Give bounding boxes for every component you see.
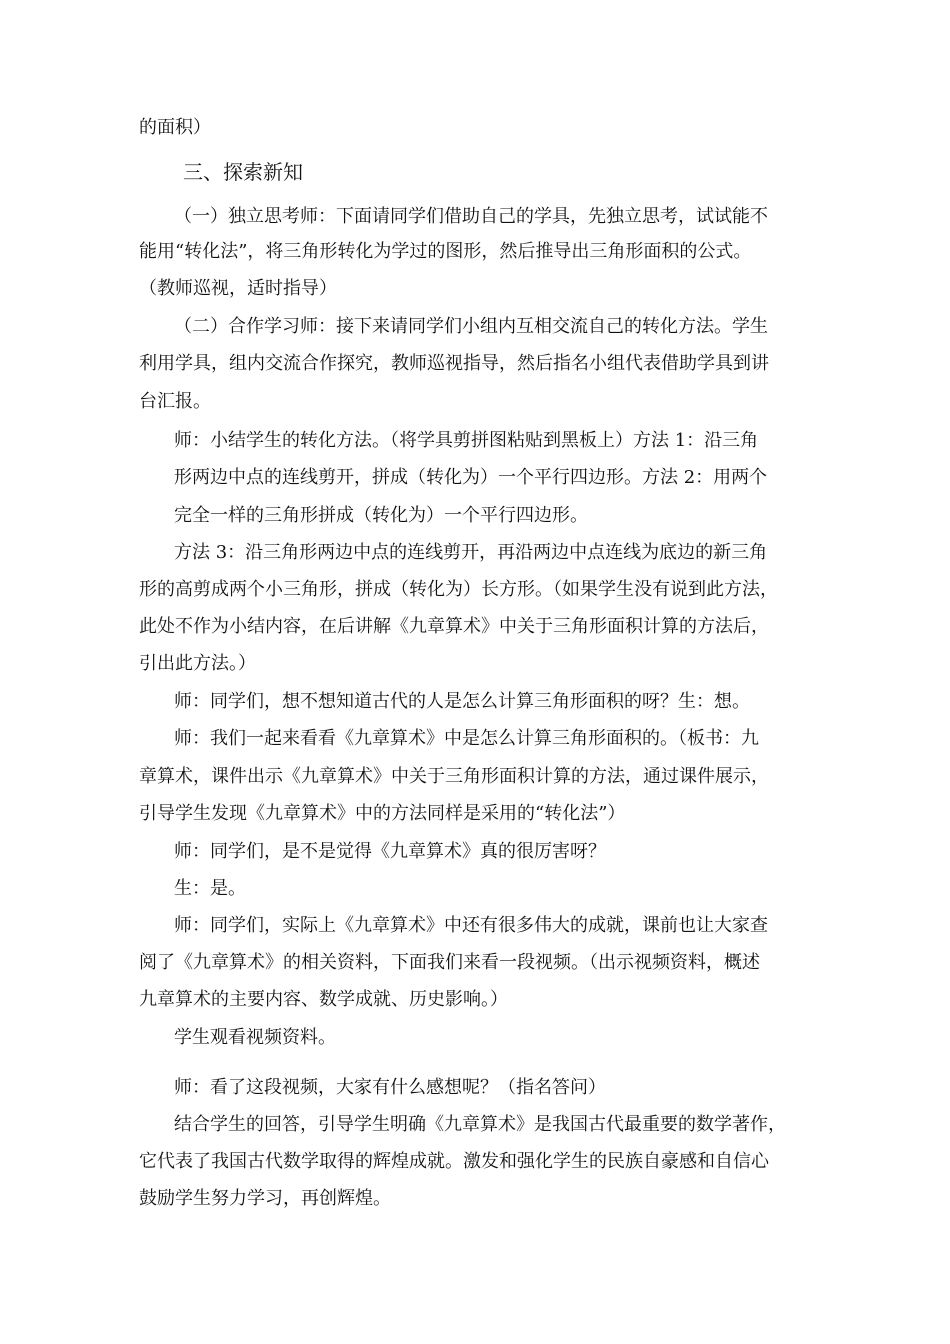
text-line: 引导学生发现《九章算术》中的方法同样是采用的“转化法”）	[139, 803, 626, 824]
text-line: 师：看了这段视频，大家有什么感想呢？（指名答问）	[174, 1077, 606, 1098]
text-line: 形的高剪成两个小三角形，拼成（转化为）长方形。（如果学生没有说到此方法，	[139, 579, 778, 600]
text-line: 的面积）	[139, 117, 211, 138]
text-line: （一）独立思考师：下面请同学们借助自己的学具，先独立思考，试试能不	[174, 206, 768, 227]
text-line: 阅了《九章算术》的相关资料，下面我们来看一段视频。（出示视频资料，概述	[139, 952, 760, 973]
text-line: 结合学生的回答，引导学生明确《九章算术》是我国古代最重要的数学著作，	[174, 1114, 786, 1135]
text-line: 方法 3：沿三角形两边中点的连线剪开，再沿两边中点连线为底边的新三角	[174, 542, 768, 563]
text-line: （教师巡视，适时指导）	[139, 278, 337, 299]
text-line: 师：我们一起来看看《九章算术》中是怎么计算三角形面积的。（板书：九	[174, 728, 759, 749]
text-line: 能用“转化法”，将三角形转化为学过的图形，然后推导出三角形面积的公式。	[139, 241, 752, 262]
text-line: 引出此方法。）	[139, 653, 256, 674]
text-line: 师：同学们，实际上《九章算术》中还有很多伟大的成就，课前也让大家查	[174, 915, 768, 936]
text-line: （二）合作学习师：接下来请同学们小组内互相交流自己的转化方法。学生	[174, 316, 768, 337]
text-line: 师：同学们，想不想知道古代的人是怎么计算三角形面积的呀？生：想。	[174, 691, 750, 712]
text-line: 此处不作为小结内容，在后讲解《九章算术》中关于三角形面积计算的方法后，	[139, 616, 769, 637]
text-line: 九章算术的主要内容、数学成就、历史影响。）	[139, 989, 508, 1010]
text-line: 学生观看视频资料。	[174, 1027, 336, 1048]
text-line: 完全一样的三角形拼成（转化为）一个平行四边形。	[174, 505, 588, 526]
text-line: 台汇报。	[139, 391, 211, 412]
text-line: 利用学具，组内交流合作探究，教师巡视指导，然后指名小组代表借助学具到讲	[139, 353, 769, 374]
text-line: 师：小结学生的转化方法。（将学具剪拼图粘贴到黑板上）方法 1：沿三角	[174, 430, 759, 451]
section-heading: 三、探索新知	[183, 160, 303, 184]
text-line: 形两边中点的连线剪开，拼成（转化为）一个平行四边形。方法 2：用两个	[174, 467, 768, 488]
text-line: 师：同学们，是不是觉得《九章算术》真的很厉害呀？	[174, 841, 606, 862]
text-line: 章算术，课件出示《九章算术》中关于三角形面积计算的方法，通过课件展示，	[139, 766, 769, 787]
text-line: 它代表了我国古代数学取得的辉煌成就。激发和强化学生的民族自豪感和自信心	[139, 1151, 769, 1172]
text-line: 生：是。	[174, 878, 246, 899]
text-line: 鼓励学生努力学习，再创辉煌。	[139, 1188, 391, 1209]
